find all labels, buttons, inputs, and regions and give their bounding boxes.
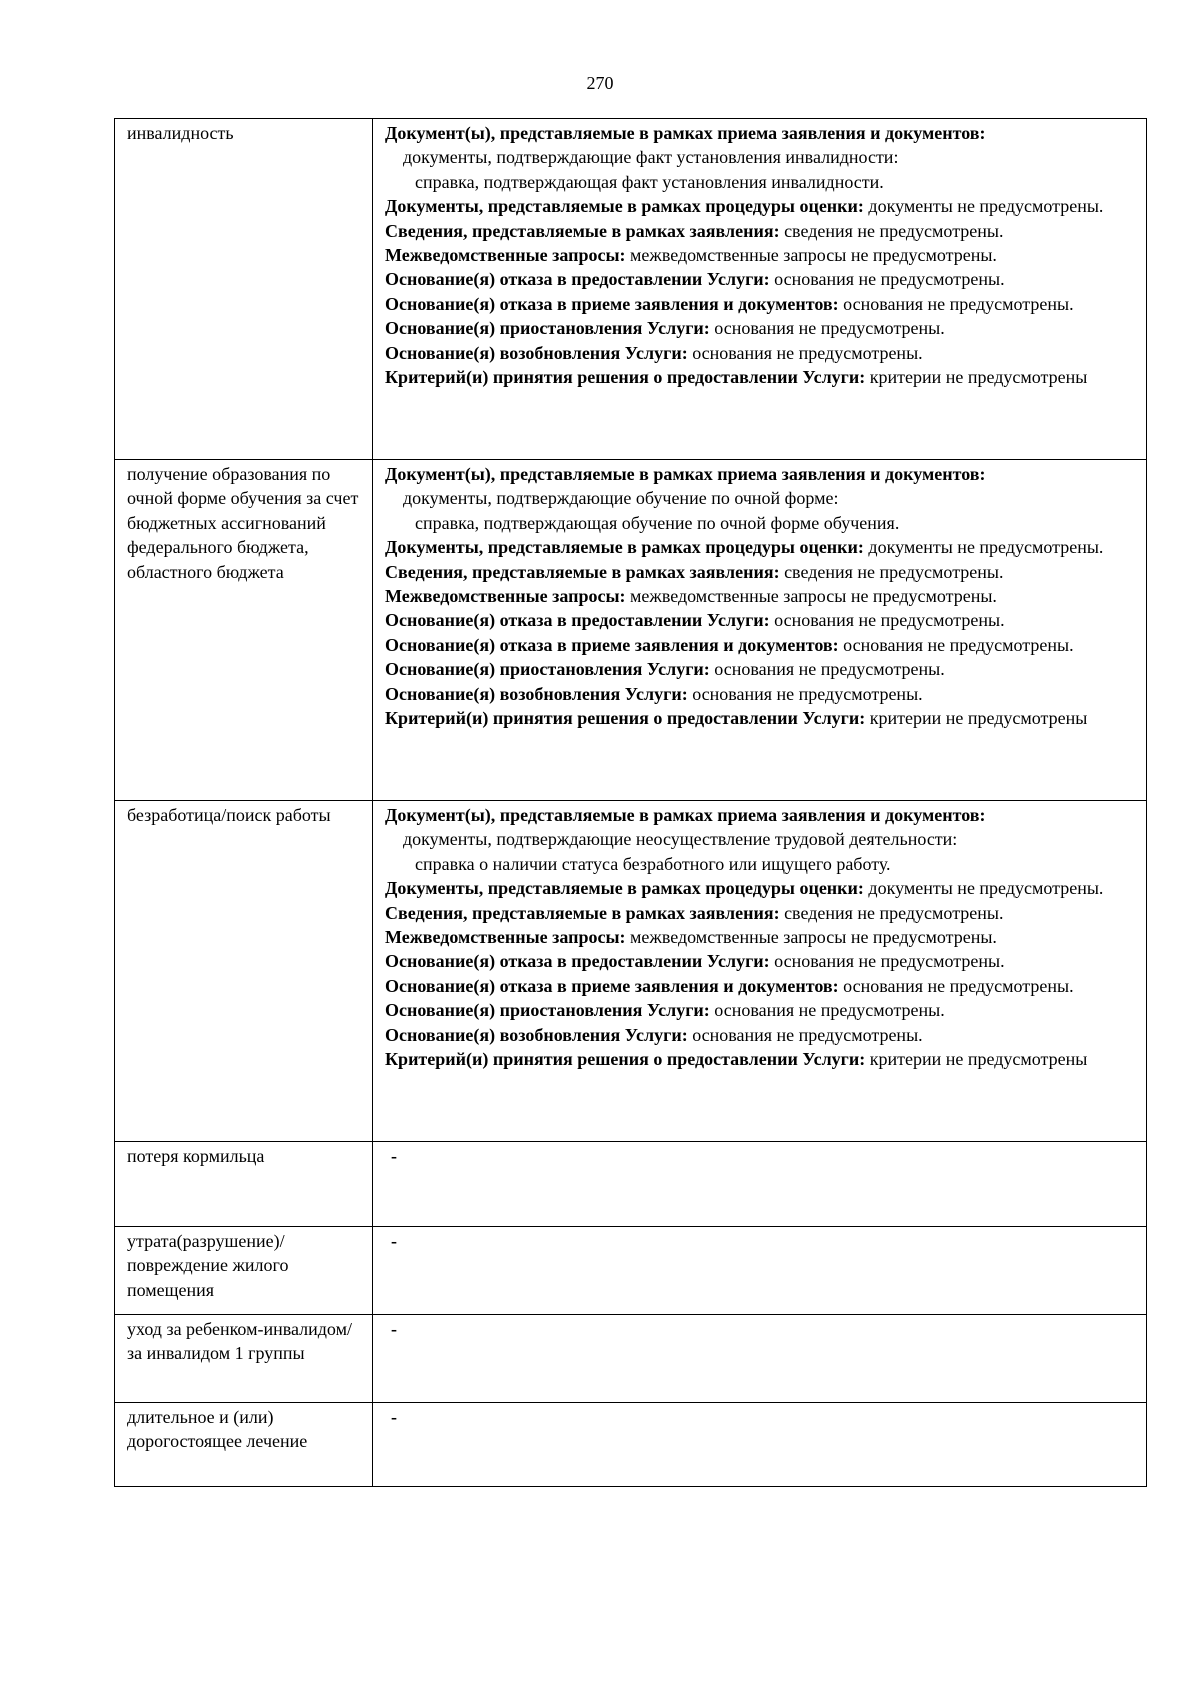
conditions-table bbox=[114, 118, 1147, 1487]
table-row bbox=[115, 460, 1147, 801]
row-label-cell bbox=[115, 801, 373, 1142]
row-label-cell bbox=[115, 119, 373, 460]
table-row bbox=[115, 801, 1147, 1142]
row-label: потеря кормильца bbox=[127, 1146, 265, 1166]
row-content-cell bbox=[373, 1142, 1147, 1227]
row-label: безработица/поиск работы bbox=[127, 805, 331, 825]
documents-heading: Документ(ы), представляемые в рамках приема заявления и документов: bbox=[385, 464, 986, 484]
row-label-cell bbox=[115, 1403, 373, 1487]
document-group: документы, подтверждающие неосуществление трудовой деятельности: bbox=[403, 829, 958, 850]
suspension-grounds: Основание(я) приостановления Услуги: основания не предусмотрены. bbox=[385, 1000, 945, 1021]
refusal-grounds: Основание(я) отказа в предоставлении Услуги: основания не предусмотрены. bbox=[385, 610, 1005, 631]
rejection-grounds: Основание(я) отказа в приеме заявления и документов: основания не предусмотрены. bbox=[385, 293, 1074, 314]
refusal-grounds: Основание(я) отказа в предоставлении Услуги: основания не предусмотрены. bbox=[385, 269, 1005, 290]
row-label: инвалидность bbox=[127, 123, 234, 143]
suspension-grounds: Основание(я) приостановления Услуги: основания не предусмотрены. bbox=[385, 659, 945, 680]
table-row bbox=[115, 1315, 1147, 1403]
decision-criteria: Критерий(и) принятия решения о предоставлении Услуги: критерии не предусмотрены bbox=[385, 1049, 1088, 1070]
empty-value-dash: - bbox=[391, 1231, 397, 1251]
document-group: документы, подтверждающие факт установления инвалидности: bbox=[403, 147, 899, 168]
interagency-requests: Межведомственные запросы: межведомственные запросы не предусмотрены. bbox=[385, 245, 997, 266]
document-item: справка, подтверждающая факт установления инвалидности. bbox=[415, 171, 884, 192]
document-group: документы, подтверждающие обучение по очной форме: bbox=[403, 488, 839, 509]
application-info: Сведения, представляемые в рамках заявления: сведения не предусмотрены. bbox=[385, 220, 1004, 241]
page-number: 270 bbox=[586, 73, 614, 93]
row-label: получение образования по очной форме обучения за счет бюджетных ассигнований федерального бюджета, областного бюджета bbox=[127, 464, 359, 582]
rejection-grounds: Основание(я) отказа в приеме заявления и документов: основания не предусмотрены. bbox=[385, 975, 1074, 996]
resumption-grounds: Основание(я) возобновления Услуги: основания не предусмотрены. bbox=[385, 683, 923, 704]
row-label-cell bbox=[115, 1142, 373, 1227]
resumption-grounds: Основание(я) возобновления Услуги: основания не предусмотрены. bbox=[385, 342, 923, 363]
row-content-cell bbox=[373, 119, 1147, 460]
rejection-grounds: Основание(я) отказа в приеме заявления и документов: основания не предусмотрены. bbox=[385, 634, 1074, 655]
application-info: Сведения, представляемые в рамках заявления: сведения не предусмотрены. bbox=[385, 561, 1004, 582]
assessment-documents: Документы, представляемые в рамках процедуры оценки: документы не предусмотрены. bbox=[385, 196, 1104, 217]
application-info: Сведения, представляемые в рамках заявления: сведения не предусмотрены. bbox=[385, 902, 1004, 923]
table-row bbox=[115, 1142, 1147, 1227]
document-item: справка о наличии статуса безработного или ищущего работу. bbox=[415, 853, 891, 874]
refusal-grounds: Основание(я) отказа в предоставлении Услуги: основания не предусмотрены. bbox=[385, 951, 1005, 972]
table-row bbox=[115, 1403, 1147, 1487]
interagency-requests: Межведомственные запросы: межведомственные запросы не предусмотрены. bbox=[385, 586, 997, 607]
decision-criteria: Критерий(и) принятия решения о предоставлении Услуги: критерии не предусмотрены bbox=[385, 367, 1088, 388]
assessment-documents: Документы, представляемые в рамках процедуры оценки: документы не предусмотрены. bbox=[385, 878, 1104, 899]
interagency-requests: Межведомственные запросы: межведомственные запросы не предусмотрены. bbox=[385, 927, 997, 948]
row-content-cell bbox=[373, 1403, 1147, 1487]
row-content-cell bbox=[373, 1315, 1147, 1403]
row-label: уход за ребенком-инвалидом/за инвалидом 1 группы bbox=[127, 1319, 352, 1364]
row-content-cell bbox=[373, 460, 1147, 801]
empty-value-dash: - bbox=[391, 1407, 397, 1427]
row-content-cell bbox=[373, 1227, 1147, 1315]
decision-criteria: Критерий(и) принятия решения о предоставлении Услуги: критерии не предусмотрены bbox=[385, 708, 1088, 729]
row-content-cell bbox=[373, 801, 1147, 1142]
empty-value-dash: - bbox=[391, 1146, 397, 1166]
documents-heading: Документ(ы), представляемые в рамках приема заявления и документов: bbox=[385, 805, 986, 825]
table-row bbox=[115, 119, 1147, 460]
row-label: утрата(разрушение)/ повреждение жилого помещения bbox=[127, 1231, 289, 1300]
table-row bbox=[115, 1227, 1147, 1315]
document-item: справка, подтверждающая обучение по очной форме обучения. bbox=[415, 512, 900, 533]
assessment-documents: Документы, представляемые в рамках процедуры оценки: документы не предусмотрены. bbox=[385, 537, 1104, 558]
resumption-grounds: Основание(я) возобновления Услуги: основания не предусмотрены. bbox=[385, 1024, 923, 1045]
row-label-cell bbox=[115, 1315, 373, 1403]
row-label-cell bbox=[115, 460, 373, 801]
empty-value-dash: - bbox=[391, 1319, 397, 1339]
row-label-cell bbox=[115, 1227, 373, 1315]
row-label: длительное и (или) дорогостоящее лечение bbox=[127, 1407, 308, 1452]
suspension-grounds: Основание(я) приостановления Услуги: основания не предусмотрены. bbox=[385, 318, 945, 339]
documents-heading: Документ(ы), представляемые в рамках приема заявления и документов: bbox=[385, 123, 986, 143]
